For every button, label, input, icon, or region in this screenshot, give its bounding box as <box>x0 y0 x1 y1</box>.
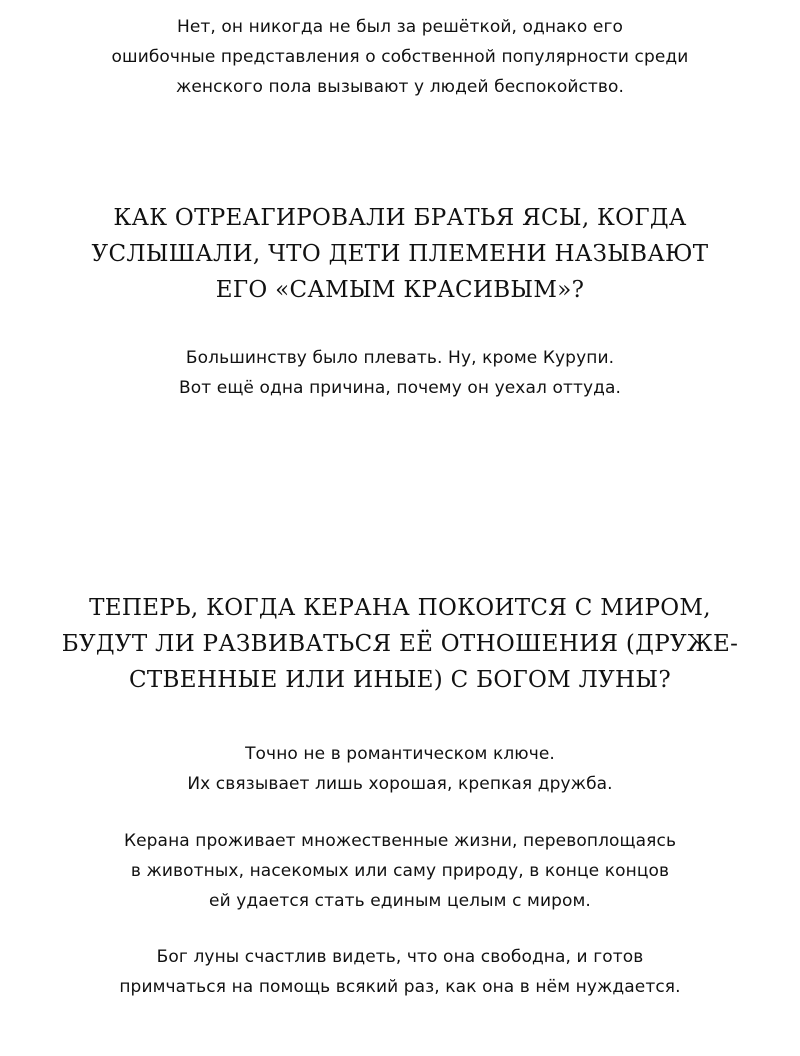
question-line: КАК ОТРЕАГИРОВАЛИ БРАТЬЯ ЯСЫ, КОГДА <box>113 205 687 231</box>
answer-line: Керана проживает множественные жизни, перевоплощаясь <box>123 831 677 851</box>
answer-line: в животных, насекомых или саму природу, в конце концов <box>130 861 670 881</box>
answer-paragraph-brothers <box>0 343 800 403</box>
answer-line: женского пола вызывают у людей беспокойство. <box>175 77 625 97</box>
question-line: ЕГО «САМЫМ КРАСИВЫМ»? <box>215 277 585 303</box>
answer-line: Вот ещё одна причина, почему он уехал оттуда. <box>178 378 622 398</box>
answer-paragraph-intro <box>0 12 800 102</box>
question-line: СТВЕННЫЕ ИЛИ ИНЫЕ) С БОГОМ ЛУНЫ? <box>129 667 671 693</box>
answer-line: Нет, он никогда не был за решёткой, однако его <box>176 17 624 37</box>
answer-line: Бог луны счастлив видеть, что она свободна, и готов <box>156 947 644 967</box>
answer-paragraph-kerana-2 <box>0 826 800 916</box>
answer-paragraph-kerana-3 <box>0 942 800 1002</box>
answer-paragraph-kerana-1 <box>0 739 800 799</box>
answer-line: Их связывает лишь хорошая, крепкая дружба. <box>187 774 613 794</box>
answer-line: Точно не в романтическом ключе. <box>245 744 555 764</box>
question-heading-kerana <box>0 590 800 698</box>
question-line: УСЛЫШАЛИ, ЧТО ДЕТИ ПЛЕМЕНИ НАЗЫВАЮТ <box>91 241 709 267</box>
answer-line: Большинству было плевать. Ну, кроме Курупи. <box>185 348 615 368</box>
answer-line: примчаться на помощь всякий раз, как она в нём нуждается. <box>119 977 681 997</box>
answer-line: ей удается стать единым целым с миром. <box>209 891 591 911</box>
question-heading-brothers <box>0 200 800 308</box>
answer-line: ошибочные представления о собственной популярности среди <box>111 47 689 67</box>
question-line: БУДУТ ЛИ РАЗВИВАТЬСЯ ЕЁ ОТНОШЕНИЯ (ДРУЖЕ- <box>61 631 739 657</box>
question-line: ТЕПЕРЬ, КОГДА КЕРАНА ПОКОИТСЯ С МИРОМ, <box>89 595 711 621</box>
